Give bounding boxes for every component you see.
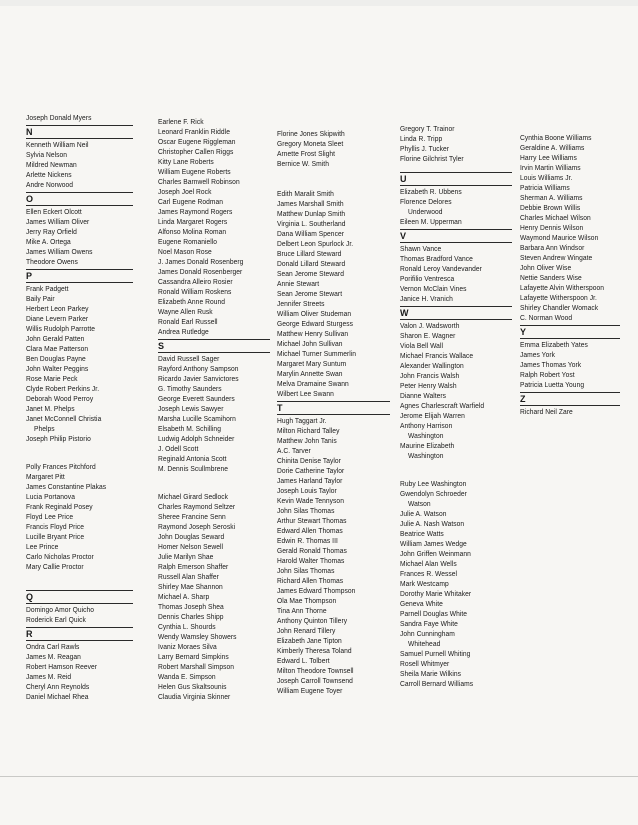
name-entry: Marsha Lucille Scamihorn xyxy=(158,414,236,423)
name-entry: John Walter Peggins xyxy=(26,364,89,373)
name-entry: Floyd Lee Price xyxy=(26,512,74,521)
name-entry: Parnell Douglas White xyxy=(400,609,468,618)
name-entry: Dianne Walters xyxy=(400,391,447,400)
name-entry: Lucille Bryant Price xyxy=(26,532,85,541)
name-entry: Donald Lillard Steward xyxy=(277,259,346,268)
name-entry: Peter Henry Walsh xyxy=(400,381,457,390)
name-entry: Mary Callie Proctor xyxy=(26,562,84,571)
section-letter: Q xyxy=(26,592,34,602)
name-entry: James Edward Thompson xyxy=(277,586,356,595)
section-letter: V xyxy=(400,231,407,241)
section-letter: N xyxy=(26,127,33,137)
name-entry: Julie A. Watson xyxy=(400,509,447,518)
name-entry: John Silas Thomas xyxy=(277,566,335,575)
name-entry: Florine Jones Skipwith xyxy=(277,129,345,138)
name-entry: Clyde Robert Perkins Jr. xyxy=(26,384,100,393)
name-entry: James Raymond Rogers xyxy=(158,207,233,216)
name-entry: Washington xyxy=(408,451,444,460)
section-rule xyxy=(26,603,133,604)
name-entry: Nettie Sanders Wise xyxy=(520,273,582,282)
name-entry: Sherman A. Williams xyxy=(520,193,583,202)
section-rule xyxy=(520,325,620,326)
name-entry: Domingo Amor Quicho xyxy=(26,605,95,614)
name-entry: Underwood xyxy=(408,207,443,216)
section-rule xyxy=(26,627,133,628)
name-entry: George Edward Sturgess xyxy=(277,319,354,328)
name-entry: Herbert Leon Parkey xyxy=(26,304,89,313)
section-rule xyxy=(26,640,133,641)
section-rule xyxy=(400,185,512,186)
name-entry: Marylin Annette Swan xyxy=(277,369,343,378)
name-entry: Beatrice Watts xyxy=(400,529,444,538)
name-entry: John Cunningham xyxy=(400,629,455,638)
name-entry: Elizabeth R. Ubbens xyxy=(400,187,462,196)
name-entry: Roderick Earl Quick xyxy=(26,615,86,624)
name-entry: John Francis Walsh xyxy=(400,371,460,380)
name-entry: Virginia L. Southerland xyxy=(277,219,346,228)
name-entry: Joseph Joel Rock xyxy=(158,187,212,196)
name-entry: Diane Levern Parker xyxy=(26,314,89,323)
section-letter: P xyxy=(26,271,33,281)
name-entry: A.C. Tarver xyxy=(277,446,311,455)
name-entry: Ola Mae Thompson xyxy=(277,596,337,605)
name-entry: Shirley Chandler Womack xyxy=(520,303,599,312)
name-entry: Michael Turner Summerlin xyxy=(277,349,357,358)
name-entry: Joseph Carroll Townsend xyxy=(277,676,353,685)
name-entry: Ralph Robert Yost xyxy=(520,370,575,379)
name-entry: Margaret Pitt xyxy=(26,472,65,481)
name-entry: Maurine Elizabeth xyxy=(400,441,455,450)
name-entry: Elsabeth M. Schilling xyxy=(158,424,221,433)
name-entry: Elizabeth Anne Round xyxy=(158,297,226,306)
name-entry: Patricia Williams xyxy=(520,183,570,192)
name-entry: Steven Andrew Wingate xyxy=(520,253,593,262)
name-entry: Bruce Lillard Steward xyxy=(277,249,342,258)
name-entry: Washington xyxy=(408,431,444,440)
name-entry: Ludwig Adolph Schneider xyxy=(158,434,235,443)
name-entry: Lafayette Alvin Witherspoon xyxy=(520,283,605,292)
name-entry: Dennis Charles Shipp xyxy=(158,612,224,621)
section-letter: Z xyxy=(520,394,526,404)
name-entry: G. Timothy Saunders xyxy=(158,384,222,393)
name-entry: Janice H. Vranich xyxy=(400,294,453,303)
name-entry: Michael Francis Wallace xyxy=(400,351,474,360)
name-entry: Robert Marshall Simpson xyxy=(158,662,235,671)
name-entry: Ronald William Roskens xyxy=(158,287,232,296)
name-entry: Clara Mae Patterson xyxy=(26,344,89,353)
name-entry: Frank Padgett xyxy=(26,284,69,293)
name-entry: Gregory T. Trainor xyxy=(400,124,455,133)
name-entry: Samuel Purnell Whiting xyxy=(400,649,471,658)
name-entry: William Eugene Roberts xyxy=(158,167,231,176)
section-letter: S xyxy=(158,341,165,351)
name-entry: Joseph Donald Myers xyxy=(26,113,92,122)
name-entry: Ronald Leroy Vandevander xyxy=(400,264,482,273)
name-entry: C. Norman Wood xyxy=(520,313,573,322)
name-entry: Kenneth William Neil xyxy=(26,140,89,149)
name-entry: Richard Allen Thomas xyxy=(277,576,344,585)
name-entry: Chinita Denise Taylor xyxy=(277,456,341,465)
name-entry: Wendy Wamsley Showers xyxy=(158,632,237,641)
section-rule xyxy=(400,242,512,243)
name-entry: James Donald Rosenberger xyxy=(158,267,243,276)
name-entry: Francis Floyd Price xyxy=(26,522,85,531)
name-entry: James William Owens xyxy=(26,247,93,256)
name-entry: Polly Frances Pitchford xyxy=(26,462,96,471)
name-entry: Mike A. Ortega xyxy=(26,237,71,246)
name-entry: John Griffen Weinmann xyxy=(400,549,471,558)
name-entry: Christopher Callen Riggs xyxy=(158,147,234,156)
name-entry: Dorie Catherine Taylor xyxy=(277,466,345,475)
section-rule xyxy=(158,339,270,340)
name-entry: Gregory Moneta Sleet xyxy=(277,139,344,148)
name-entry: Wayne Allen Rusk xyxy=(158,307,213,316)
name-entry: John Douglas Seward xyxy=(158,532,225,541)
section-rule xyxy=(26,192,133,193)
section-rule xyxy=(277,414,390,415)
name-entry: Frances R. Wessel xyxy=(400,569,458,578)
name-entry: Anthony Harrison xyxy=(400,421,453,430)
name-entry: James Harland Taylor xyxy=(277,476,343,485)
section-rule xyxy=(520,338,620,339)
section-rule xyxy=(158,352,270,353)
name-entry: Matthew Henry Sullivan xyxy=(277,329,349,338)
name-entry: Janet McConnell Christia xyxy=(26,414,102,423)
name-entry: Noel Mason Rose xyxy=(158,247,212,256)
section-rule xyxy=(400,319,512,320)
name-entry: Andre Norwood xyxy=(26,180,74,189)
name-entry: Joseph Philip Pistorio xyxy=(26,434,91,443)
section-rule xyxy=(26,282,133,283)
name-entry: William James Wedge xyxy=(400,539,467,548)
name-entry: Sheila Marie Wilkins xyxy=(400,669,462,678)
name-entry: Ivaniz Moraes Silva xyxy=(158,642,217,651)
name-entry: Charles Michael Wilson xyxy=(520,213,591,222)
name-entry: Linda Margaret Rogers xyxy=(158,217,228,226)
name-entry: Watson xyxy=(408,499,431,508)
name-entry: Ben Douglas Payne xyxy=(26,354,86,363)
name-entry: Milton Richard Talley xyxy=(277,426,340,435)
name-entry: Theodore Owens xyxy=(26,257,78,266)
name-entry: John Gerald Patten xyxy=(26,334,85,343)
name-entry: James York xyxy=(520,350,555,359)
name-entry: Cynthia Boone Williams xyxy=(520,133,592,142)
name-entry: Earlene F. Rick xyxy=(158,117,204,126)
name-entry: Wanda E. Simpson xyxy=(158,672,216,681)
name-entry: Julie Marilyn Shae xyxy=(158,552,214,561)
name-entry: Tina Ann Thorne xyxy=(277,606,327,615)
name-entry: Matthew Dunlap Smith xyxy=(277,209,346,218)
name-entry: Michael Girard Sedlock xyxy=(158,492,229,501)
name-entry: Porifilio Ventresca xyxy=(400,274,455,283)
name-entry: Carlo Nicholas Proctor xyxy=(26,552,94,561)
name-entry: Edwin R. Thomas III xyxy=(277,536,338,545)
name-entry: Ruby Lee Washington xyxy=(400,479,467,488)
scan-bottom-edge xyxy=(0,776,638,777)
name-entry: Mark Westcamp xyxy=(400,579,449,588)
section-rule xyxy=(26,269,133,270)
name-entry: Rosell Whitmyer xyxy=(400,659,450,668)
name-entry: William Eugene Toyer xyxy=(277,686,343,695)
name-entry: Arthur Stewart Thomas xyxy=(277,516,347,525)
name-entry: Harry Lee Williams xyxy=(520,153,577,162)
name-entry: Dana William Spencer xyxy=(277,229,344,238)
name-entry: Anthony Quinton Tillery xyxy=(277,616,348,625)
name-entry: Daniel Michael Rhea xyxy=(26,692,89,701)
name-entry: Willis Rudolph Parrotte xyxy=(26,324,95,333)
name-entry: Carroll Bernard Williams xyxy=(400,679,474,688)
name-entry: Patricia Luetta Young xyxy=(520,380,585,389)
name-entry: Mildred Newman xyxy=(26,160,77,169)
name-entry: Matthew John Tanis xyxy=(277,436,337,445)
name-entry: Melva Dramaine Swann xyxy=(277,379,349,388)
name-entry: Barbara Ann Windsor xyxy=(520,243,585,252)
name-entry: Julie A. Nash Watson xyxy=(400,519,465,528)
name-entry: Michael Alan Wells xyxy=(400,559,457,568)
name-entry: Thomas Bradford Vance xyxy=(400,254,473,263)
name-entry: Jerry Ray Orfield xyxy=(26,227,77,236)
name-entry: Edward Allen Thomas xyxy=(277,526,343,535)
name-entry: Lafayette Witherspoon Jr. xyxy=(520,293,597,302)
name-entry: Dorothy Marie Whitaker xyxy=(400,589,472,598)
name-entry: Whitehead xyxy=(408,639,441,648)
name-entry: Geraldine A. Williams xyxy=(520,143,585,152)
name-entry: David Russell Sager xyxy=(158,354,220,363)
name-entry: Janet M. Phelps xyxy=(26,404,75,413)
name-entry: Michael John Sullivan xyxy=(277,339,343,348)
name-entry: Jerome Elijah Warren xyxy=(400,411,465,420)
name-entry: Charles Barnwell Robinson xyxy=(158,177,240,186)
section-rule xyxy=(26,590,133,591)
name-entry: J. James Donald Rosenberg xyxy=(158,257,244,266)
name-entry: John Renard Tillery xyxy=(277,626,336,635)
name-entry: Reginald Antonia Scott xyxy=(158,454,227,463)
name-entry: Henry Dennis Wilson xyxy=(520,223,584,232)
name-entry: Raymond Joseph Seroski xyxy=(158,522,236,531)
name-entry: Russell Alan Shaffer xyxy=(158,572,219,581)
name-entry: James Constantine Plakas xyxy=(26,482,107,491)
name-entry: James M. Reagan xyxy=(26,652,81,661)
section-rule xyxy=(26,138,133,139)
name-entry: Andrea Rutledge xyxy=(158,327,209,336)
name-entry: Michael A. Sharp xyxy=(158,592,210,601)
section-rule xyxy=(26,205,133,206)
name-entry: John Oliver Wise xyxy=(520,263,572,272)
name-entry: Cassandra Alleiro Rosier xyxy=(158,277,233,286)
name-entry: Lucia Portanova xyxy=(26,492,75,501)
name-entry: Delbert Leon Spurlock Jr. xyxy=(277,239,354,248)
name-entry: Larry Bernard Simpkins xyxy=(158,652,229,661)
name-entry: Ondra Carl Rawls xyxy=(26,642,80,651)
name-entry: James Marshall Smith xyxy=(277,199,344,208)
name-entry: Linda R. Tripp xyxy=(400,134,443,143)
name-entry: George Everett Saunders xyxy=(158,394,235,403)
name-entry: Florine Gilchrist Tyler xyxy=(400,154,464,163)
name-entry: Eugene Romaniello xyxy=(158,237,218,246)
name-entry: Robert Hamson Reever xyxy=(26,662,98,671)
section-letter: R xyxy=(26,629,33,639)
name-entry: Ralph Emerson Shaffer xyxy=(158,562,229,571)
section-rule xyxy=(520,405,620,406)
name-entry: Sharon E. Wagner xyxy=(400,331,456,340)
section-rule xyxy=(520,392,620,393)
section-letter: W xyxy=(400,308,409,318)
name-entry: Claudia Virginia Skinner xyxy=(158,692,231,701)
section-letter: Y xyxy=(520,327,527,337)
name-entry: Gwendolyn Schroeder xyxy=(400,489,467,498)
name-entry: Oscar Eugene Riggleman xyxy=(158,137,236,146)
name-entry: Ronald Earl Russell xyxy=(158,317,218,326)
name-entry: Arnette Frost Slight xyxy=(277,149,336,158)
name-entry: John Silas Thomas xyxy=(277,506,335,515)
name-entry: Baily Pair xyxy=(26,294,55,303)
name-entry: Annie Stewart xyxy=(277,279,320,288)
name-entry: Waymond Maurice Wilson xyxy=(520,233,599,242)
name-entry: Thomas Joseph Shea xyxy=(158,602,224,611)
name-entry: Bernice W. Smith xyxy=(277,159,329,168)
name-entry: James William Oliver xyxy=(26,217,90,226)
section-letter: T xyxy=(277,403,283,413)
name-entry: Valon J. Wadsworth xyxy=(400,321,460,330)
name-entry: Frank Reginald Posey xyxy=(26,502,93,511)
name-entry: Vernon McClain Vines xyxy=(400,284,467,293)
name-entry: Florence Delores xyxy=(400,197,452,206)
name-entry: Debbie Brown Willis xyxy=(520,203,581,212)
name-entry: Sean Jerome Stewart xyxy=(277,289,343,298)
name-entry: Arlette Nickens xyxy=(26,170,72,179)
name-entry: Alexander Wallington xyxy=(400,361,464,370)
name-entry: Sandra Faye White xyxy=(400,619,458,628)
name-entry: Carl Eugene Rodman xyxy=(158,197,224,206)
name-entry: Helen Gus Skaltsounis xyxy=(158,682,227,691)
name-entry: Edith Maralit Smith xyxy=(277,189,334,198)
name-entry: Richard Neil Zare xyxy=(520,407,573,416)
section-rule xyxy=(400,306,512,307)
section-rule xyxy=(26,125,133,126)
name-entry: Homer Nelson Sewell xyxy=(158,542,224,551)
section-letter: U xyxy=(400,174,407,184)
section-letter: O xyxy=(26,194,34,204)
name-entry: Geneva White xyxy=(400,599,443,608)
name-entry: Eileen M. Upperman xyxy=(400,217,462,226)
name-entry: Rayford Anthony Sampson xyxy=(158,364,239,373)
name-entry: William Oliver Studeman xyxy=(277,309,352,318)
name-entry: Leonard Franklin Riddle xyxy=(158,127,230,136)
name-entry: Wilbert Lee Swann xyxy=(277,389,334,398)
name-entry: Ricardo Javier Sanvictores xyxy=(158,374,239,383)
name-entry: Joseph Lewis Sawyer xyxy=(158,404,224,413)
name-entry: Deborah Wood Perroy xyxy=(26,394,94,403)
section-rule xyxy=(277,401,390,402)
name-entry: Louis Williams Jr. xyxy=(520,173,573,182)
name-entry: Ellen Eckert Olcott xyxy=(26,207,82,216)
scan-top-edge xyxy=(0,0,638,6)
name-entry: James Thomas York xyxy=(520,360,582,369)
name-entry: Viola Bell Wall xyxy=(400,341,444,350)
name-entry: Shirley Mae Shannon xyxy=(158,582,223,591)
name-entry: Sylvia Nelson xyxy=(26,150,68,159)
name-entry: Margaret Mary Suntum xyxy=(277,359,347,368)
name-entry: Kevin Wade Tennyson xyxy=(277,496,344,505)
name-entry: Sheree Francine Senn xyxy=(158,512,226,521)
name-entry: Cynthia L. Shourds xyxy=(158,622,216,631)
name-entry: Charles Raymond Seltzer xyxy=(158,502,236,511)
name-entry: Agnes Charlescraft Warfield xyxy=(400,401,485,410)
name-entry: James M. Reid xyxy=(26,672,72,681)
section-rule xyxy=(400,172,512,173)
name-entry: Rose Marie Peck xyxy=(26,374,78,383)
name-entry: Phyllis J. Tucker xyxy=(400,144,450,153)
name-entry: Elizabeth Jane Tipton xyxy=(277,636,342,645)
name-entry: Lee Prince xyxy=(26,542,59,551)
name-entry: Shawn Vance xyxy=(400,244,442,253)
name-entry: Jennifer Streets xyxy=(277,299,325,308)
section-rule xyxy=(400,229,512,230)
name-entry: M. Dennis Scullmbrene xyxy=(158,464,229,473)
name-entry: Sean Jerome Steward xyxy=(277,269,344,278)
name-entry: Irvin Martin Williams xyxy=(520,163,581,172)
name-entry: Emma Elizabeth Yates xyxy=(520,340,588,349)
name-entry: Harold Walter Thomas xyxy=(277,556,345,565)
name-entry: Hugh Taggart Jr. xyxy=(277,416,327,425)
name-entry: Gerald Ronald Thomas xyxy=(277,546,347,555)
name-entry: Cheryl Ann Reynolds xyxy=(26,682,90,691)
name-entry: Phelps xyxy=(34,424,55,433)
name-entry: Joseph Louis Taylor xyxy=(277,486,337,495)
name-entry: Edward L. Tolbert xyxy=(277,656,330,665)
name-entry: J. Odell Scott xyxy=(158,444,199,453)
name-entry: Alfonso Molina Roman xyxy=(158,227,227,236)
name-entry: Kitty Lane Roberts xyxy=(158,157,214,166)
name-entry: Milton Theodore Townsell xyxy=(277,666,354,675)
name-entry: Kimberly Theresa Toland xyxy=(277,646,352,655)
